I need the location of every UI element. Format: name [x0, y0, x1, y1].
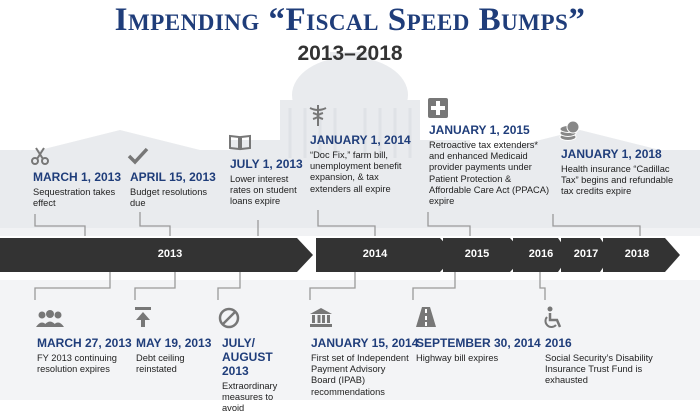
event-january-1-2018: [561, 147, 676, 198]
event-date: SEPTEMBER 30, 2014: [416, 336, 541, 350]
event-date: APRIL 15, 2013: [130, 170, 216, 184]
medical-cross-icon: [427, 97, 449, 119]
event-desc: Debt ceiling reinstated: [136, 353, 185, 375]
prohibited-icon: [218, 307, 240, 329]
event-date: MAY 19, 2013: [136, 336, 212, 350]
year-label-2014: 2014: [362, 248, 388, 260]
event-january-1-2014: [310, 133, 415, 195]
event-desc: “Doc Fix,” farm bill, unemployment benefit expansion, & tax extenders all expire: [310, 150, 402, 194]
event-date: JANUARY 15, 2014: [311, 336, 419, 350]
event-date: MARCH 27, 2013: [37, 336, 132, 350]
event-desc: Lower interest rates on student loans expire: [230, 174, 297, 207]
event-july-august-2013: [222, 336, 292, 415]
caduceus-icon: [307, 103, 329, 127]
year-label-2018: 2018: [624, 248, 650, 260]
ceiling-arrow-icon: [134, 306, 152, 328]
highway-icon: [415, 306, 437, 328]
event-date: JANUARY 1, 2014: [310, 133, 411, 147]
event-date: JULY/ AUGUST 2013: [222, 336, 273, 378]
event-desc: Highway bill expires: [416, 353, 499, 363]
event-date: JANUARY 1, 2018: [561, 147, 662, 161]
event-desc: Budget resolutions due: [130, 187, 208, 209]
event-january-15-2014: [311, 336, 419, 398]
event-desc: First set of Independent Payment Advisory Board (IPAB) recommendations: [311, 353, 409, 397]
event-desc: Retroactive tax extenders* and enhanced Medicaid provider payments under Patient Protection & Affordable Care Act (PPACA) expire: [429, 140, 550, 207]
event-desc: Sequestration takes effect: [33, 187, 116, 209]
event-desc: Health insurance “Cadillac Tax” begins and refundable tax credits expire: [561, 164, 674, 197]
event-july-1-2013: [230, 157, 310, 208]
event-may-19-2013: [136, 336, 221, 375]
scissors-icon: [30, 146, 50, 166]
wheelchair-icon: [542, 306, 564, 330]
year-label-2013: 2013: [157, 248, 183, 260]
event-january-1-2015: [429, 123, 554, 207]
event-march-1-2013: [33, 170, 133, 209]
people-icon: [36, 310, 64, 328]
book-icon: [228, 133, 252, 151]
event-desc: Social Security’s Disability Insurance Trust Fund is exhausted: [545, 353, 653, 386]
event-september-30-2014: [416, 336, 541, 364]
year-label-2015: 2015: [464, 248, 490, 260]
event-april-15-2013: [130, 170, 225, 209]
event-date: JANUARY 1, 2015: [429, 123, 530, 137]
event-date: JULY 1, 2013: [230, 157, 303, 171]
checkmark-icon: [127, 146, 149, 166]
event-2016: [545, 336, 675, 387]
event-date: 2016: [545, 336, 572, 350]
event-desc: FY 2013 continuing resolution expires: [37, 353, 117, 375]
event-desc: Extraordinary measures to avoid: [222, 381, 278, 414]
event-march-27-2013: [37, 336, 132, 375]
bank-building-icon: [309, 307, 333, 327]
year-label-2016: 2016: [528, 248, 554, 260]
event-date: MARCH 1, 2013: [33, 170, 122, 184]
coins-icon: [558, 120, 582, 142]
page-title: Impending “Fiscal Speed Bumps”: [114, 2, 586, 38]
page-subtitle: 2013–2018: [297, 42, 403, 65]
year-label-2017: 2017: [573, 248, 599, 260]
